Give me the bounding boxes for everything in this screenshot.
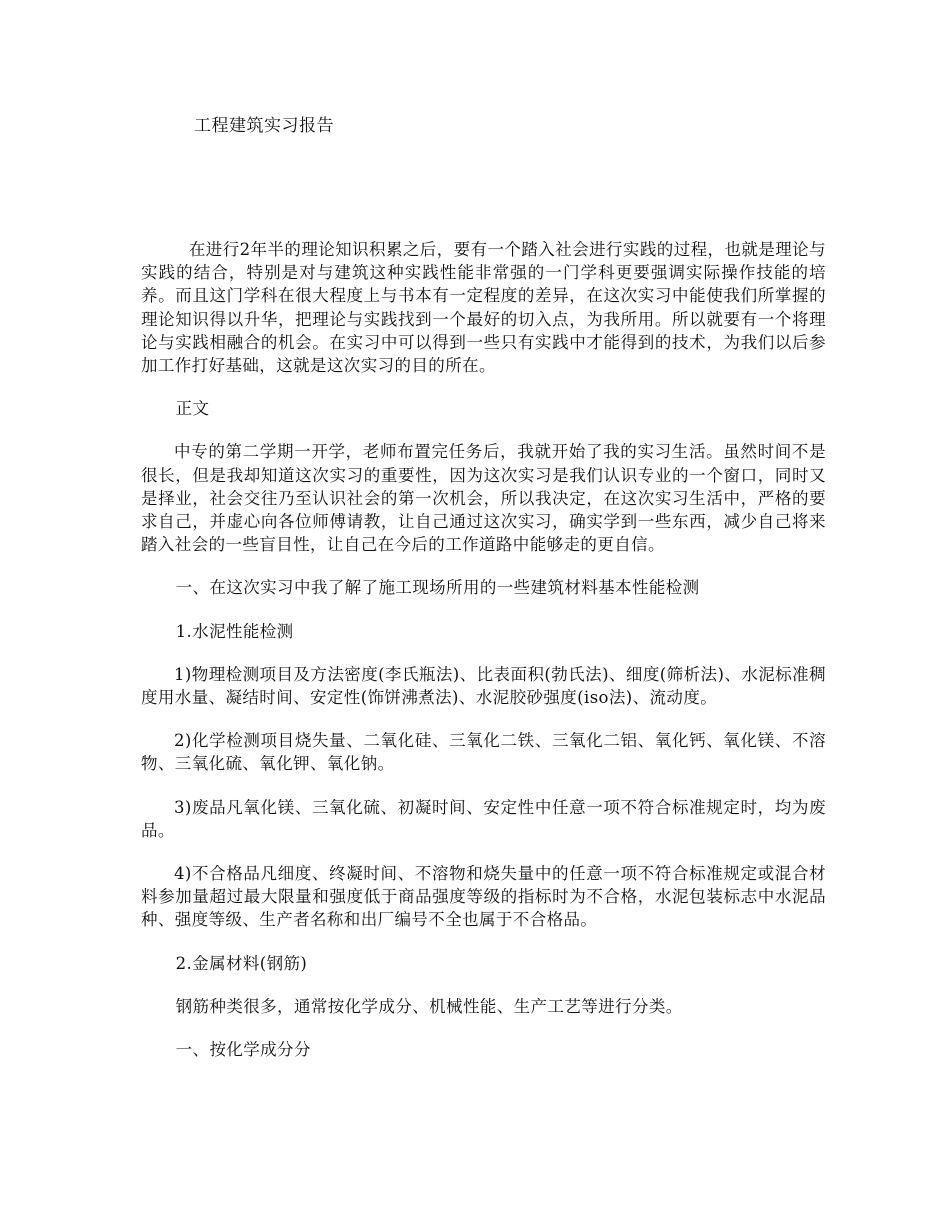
document-body [141, 238, 826, 1081]
list-item-chemical-tests: 2)化学检测项目烧失量、二氧化硅、三氧化二铁、三氧化二铝、氧化钙、氧化镁、不溶物、三氧化硫、氧化钾、氧化钠。 [141, 731, 826, 774]
list-item-physical-tests: 1)物理检测项目及方法密度(李氏瓶法)、比表面积(勃氏法)、细度(筛析法)、水泥标准稠度用水量、凝结时间、安定性(饰饼沸煮法)、水泥胶砂强度(iso法)、流动度。 [141, 664, 826, 708]
list-item-waste-products: 3)废品凡氧化镁、三氧化硫、初凝时间、安定性中任意一项不符合标准规定时，均为废品。 [141, 797, 826, 840]
body-paragraph-rebar-types: 钢筋种类很多，通常按化学成分、机械性能、生产工艺等进行分类。 [175, 996, 683, 1016]
section-heading-materials: 一、在这次实习中我了解了施工现场所用的一些建筑材料基本性能检测 [175, 578, 700, 598]
document-title: 工程建筑实习报告 [194, 116, 334, 136]
subsection-heading-metal: 2.金属材料(钢筋) [175, 953, 308, 973]
section-heading-chemical-composition: 一、按化学成分分 [175, 1040, 311, 1060]
intro-paragraph: 在进行2年半的理论知识积累之后，要有一个踏入社会进行实践的过程，也就是理论与实践的结合，特别是对与建筑这种实践性能非常强的一门学科更要强调实际操作技能的培养。而且这门学科在很大程度上与书本有一定程度的差异，在这次实习中能使我们所掌握的理论知识得以升华，把理论与实践找到一个最好的切入点，为我所用。所以就要有一个将理论与实践相融合的机会。在实习中可以得到一些只有实践中才能得到的技术，为我们以后参加工作打好基础，这就是这次实习的目的所在。 [141, 240, 826, 376]
subsection-heading-cement: 1.水泥性能检测 [175, 621, 294, 641]
section-heading-main-text: 正文 [175, 399, 210, 419]
list-item-nonconforming-products: 4)不合格品凡细度、终凝时间、不溶物和烧失量中的任意一项不符合标准规定或混合材料参加量超过最大限量和强度低于商品强度等级的指标时为不合格，水泥包装标志中水泥品种、强度等级、生产者名称和出厂编号不全也属于不合格品。 [141, 864, 826, 930]
body-paragraph: 中专的第二学期一开学，老师布置完任务后，我就开始了我的实习生活。虽然时间不是很长，但是我却知道这次实习的重要性，因为这次实习是我们认识专业的一个窗口，同时又是择业，社会交往乃至认识社会的第一次机会，所以我决定，在这次实习生活中，严格的要求自己，并虚心向各位师傅请教，让自己通过这次实习，确实学到一些东西，减少自己将来踏入社会的一些盲目性，让自己在今后的工作道路中能够走的更自信。 [141, 442, 826, 555]
